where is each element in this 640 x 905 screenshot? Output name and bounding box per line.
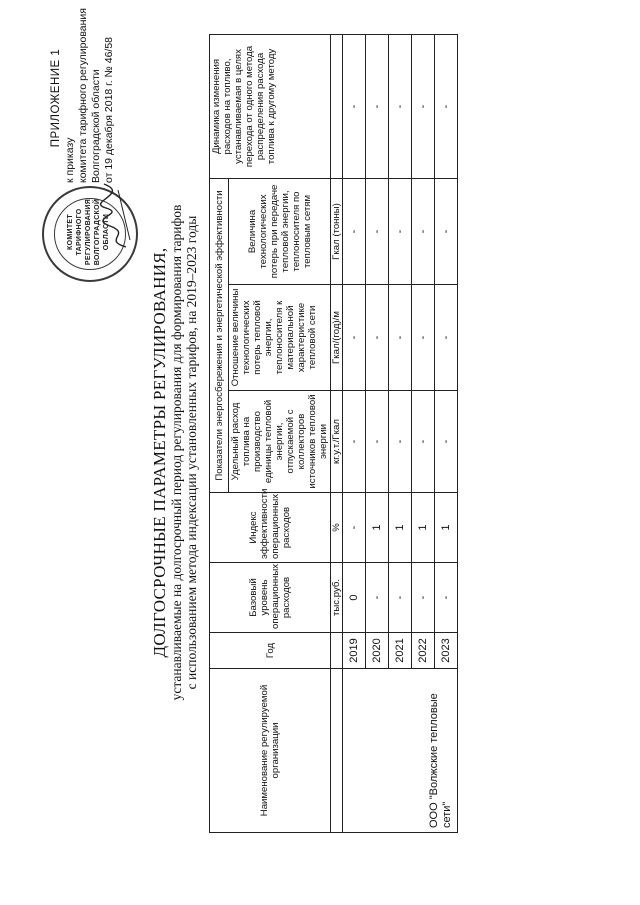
cell-loss-ratio: - <box>412 285 435 391</box>
cell-loss-ratio: - <box>366 285 389 391</box>
cell-loss-value: - <box>412 178 435 284</box>
appendix-line: от 19 декабря 2018 г. № 46/58 <box>103 36 115 183</box>
col-header-energy-group: Показатели энергосбережения и энергетической эффективности <box>210 178 229 492</box>
organization-name: ООО "Волжские тепловые сети" <box>343 669 458 833</box>
cell-efficiency-index: - <box>343 493 366 563</box>
col-header-base-level: Базовый уровень операционных расходов <box>210 563 331 633</box>
cell-loss-ratio: - <box>435 285 458 391</box>
parameters-table <box>209 34 458 833</box>
appendix-line: Волгоградской области <box>90 69 102 183</box>
table-header-row <box>210 34 229 832</box>
unit-loss-ratio: Гкал/(год)/м <box>331 285 343 391</box>
cell-loss-value: - <box>343 178 366 284</box>
col-header-loss-ratio: Отношение величины технологических потерь тепловой энергии, теплоносителя к материальной характеристике тепловой сети <box>229 285 331 391</box>
cell-year: 2022 <box>412 633 435 669</box>
cell-specific-fuel: - <box>412 391 435 493</box>
cell-specific-fuel: - <box>389 391 412 493</box>
cell-specific-fuel: - <box>435 391 458 493</box>
cell-loss-value: - <box>435 178 458 284</box>
cell-year: 2020 <box>366 633 389 669</box>
cell-year: 2021 <box>389 633 412 669</box>
unit-specific-fuel: кг.у.т./Гкал <box>331 391 343 493</box>
cell-year: 2023 <box>435 633 458 669</box>
unit-efficiency-index: % <box>331 493 343 563</box>
cell-fuel-dynamics: - <box>343 34 366 178</box>
cell-fuel-dynamics: - <box>389 34 412 178</box>
cell-base-level: - <box>435 563 458 633</box>
units-row <box>331 34 343 832</box>
cell-year: 2019 <box>343 633 366 669</box>
col-header-loss-value: Величина технологических потерь при передаче тепловой энергии, теплоносителя по тепловым сетям <box>229 178 331 284</box>
appendix-line: к приказу <box>64 137 76 183</box>
document-subtitle: с использованием метода индексации установленных тарифов, на 2019–2023 годы <box>184 215 199 690</box>
cell-efficiency-index: 1 <box>389 493 412 563</box>
document-heading <box>150 0 199 905</box>
document-subtitle: устанавливаемые на долгосрочный период регулирования для формирования тарифов <box>169 204 184 701</box>
cell-base-level: 0 <box>343 563 366 633</box>
col-header-fuel-dynamics: Динамика изменения расходов на топливо, устанавливаемая в целях перехода от одного метода распределения расхода топлива к другому методу <box>210 34 331 178</box>
seal-text: КОМИТЕТ ТАРИФНОГО РЕГУЛИРОВАНИЯ ВОЛГОГРАДСКОЙ ОБЛАСТИ <box>67 198 110 266</box>
appendix-title: ПРИЛОЖЕНИЕ 1 <box>50 48 62 148</box>
cell-loss-value: - <box>366 178 389 284</box>
cell-loss-ratio: - <box>389 285 412 391</box>
appendix-line: комитета тарифного регулирования <box>77 8 89 183</box>
cell-loss-ratio: - <box>343 285 366 391</box>
cell-base-level: - <box>389 563 412 633</box>
cell-fuel-dynamics: - <box>435 34 458 178</box>
cell-specific-fuel: - <box>366 391 389 493</box>
unit-loss-value: Гкал (тонны) <box>331 178 343 284</box>
col-header-efficiency-index: Индекс эффективности операционных расходов <box>210 493 331 563</box>
cell-base-level: - <box>366 563 389 633</box>
cell-fuel-dynamics: - <box>412 34 435 178</box>
unit-fuel-dynamics <box>331 34 343 178</box>
table-row <box>343 34 366 832</box>
cell-efficiency-index: 1 <box>435 493 458 563</box>
cell-efficiency-index: 1 <box>366 493 389 563</box>
appendix-block <box>50 8 116 183</box>
document-title: ДОЛГОСРОЧНЫЕ ПАРАМЕТРЫ РЕГУЛИРОВАНИЯ, <box>150 247 169 658</box>
unit-year <box>331 633 343 669</box>
unit-base-level: тыс.руб. <box>331 563 343 633</box>
col-header-year: Год <box>210 633 331 669</box>
cell-loss-value: - <box>389 178 412 284</box>
col-header-org: Наименование регулируемой организации <box>210 669 331 833</box>
unit-org <box>331 669 343 833</box>
cell-specific-fuel: - <box>343 391 366 493</box>
cell-fuel-dynamics: - <box>366 34 389 178</box>
cell-base-level: - <box>412 563 435 633</box>
cell-efficiency-index: 1 <box>412 493 435 563</box>
col-header-specific-fuel: Удельный расход топлива на производство единицы тепловой энергии, отпускаемой с коллекторов источников тепловой энергии <box>229 391 331 493</box>
signature <box>96 180 136 250</box>
